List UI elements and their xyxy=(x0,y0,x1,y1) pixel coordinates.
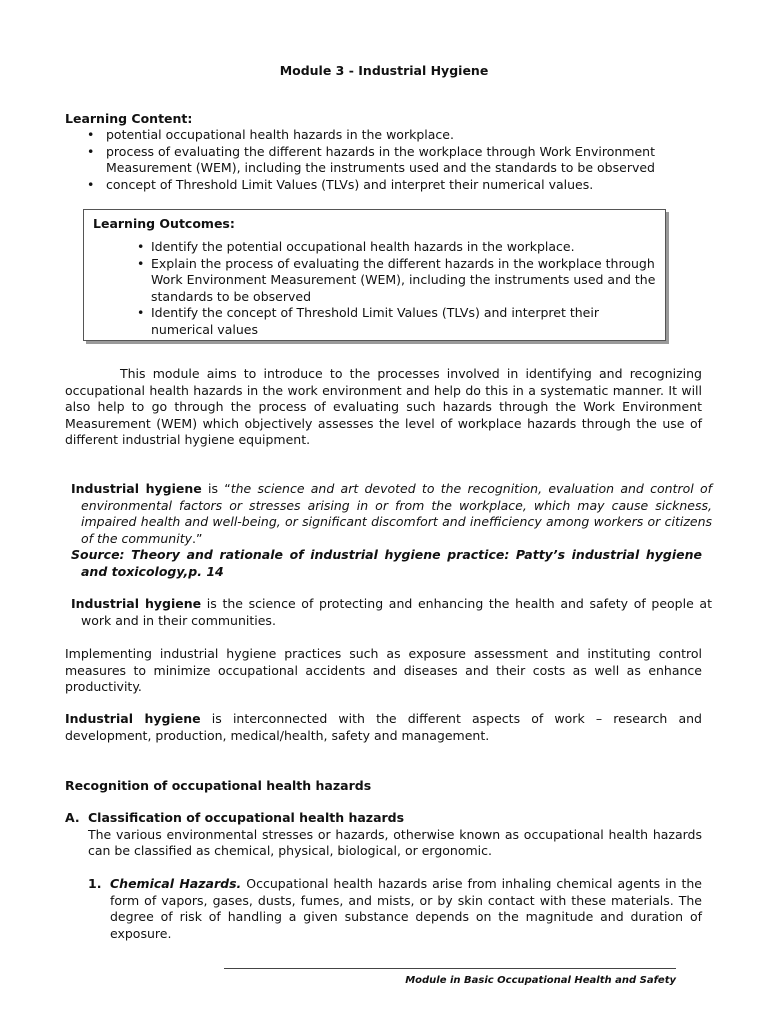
footer-text: Module in Basic Occupational Health and Safety xyxy=(405,975,676,986)
item-number: 1. xyxy=(88,876,102,891)
definition-text: is the science of protecting and enhancing the health and safety of people at work and in their communities. xyxy=(81,596,712,628)
numbered-item-chemical-hazards xyxy=(88,876,702,942)
section-a-marker: A. xyxy=(65,810,80,825)
item-title: Chemical Hazards. xyxy=(110,876,242,891)
learning-outcomes-list xyxy=(134,239,659,338)
list-item: • potential occupational health hazards in the workplace. xyxy=(65,127,705,144)
quote-close: .” xyxy=(192,530,203,546)
quote-text: the science and art devoted to the recognition, evaluation and control of environmental factors or stresses arising in or from the workplace, which may cause sickness, impaired health and well-being, or significant discomfort and inefficiency among workers or citizens of the community xyxy=(81,481,712,546)
term: Industrial hygiene xyxy=(65,711,201,726)
list-item: • concept of Threshold Limit Values (TLVs) and interpret their numerical values. xyxy=(65,177,705,194)
paragraph-text: is interconnected with the different aspects of work – research and development, production, medical/health, safety and management. xyxy=(65,711,702,743)
term: Industrial hygiene xyxy=(71,596,202,611)
learning-content-heading: Learning Content: xyxy=(65,111,193,126)
implementing-paragraph: Implementing industrial hygiene practices such as exposure assessment and instituting control measures to minimize occupational accidents and diseases and their costs as well as enhance productivity. xyxy=(65,646,702,695)
section-a-heading xyxy=(65,810,702,827)
learning-outcomes-heading: Learning Outcomes: xyxy=(93,216,235,231)
connector: is “ xyxy=(201,481,231,496)
definition-quote xyxy=(71,481,712,547)
definition-paragraph xyxy=(71,596,712,629)
footer-divider xyxy=(224,968,676,969)
list-item: • Identify the concept of Threshold Limit Values (TLVs) and interpret their numerical values xyxy=(134,305,659,338)
section-a-body: The various environmental stresses or hazards, otherwise known as occupational health hazards can be classified as chemical, physical, biological, or ergonomic. xyxy=(88,826,702,859)
learning-outcomes-box xyxy=(83,209,666,341)
item-text: Occupational health hazards arise from inhaling chemical agents in the form of vapors, gases, dusts, fumes, and mists, or by skin contact with these materials. The degree of risk of handling a given substance depends on the magnitude and duration of exposure. xyxy=(110,876,703,941)
learning-content-list xyxy=(65,127,705,193)
list-item: • Explain the process of evaluating the different hazards in the workplace through Work Environment Measurement (WEM), including the instruments used and the standards to be observed xyxy=(134,256,659,306)
item-body xyxy=(88,876,702,942)
list-item: • process of evaluating the different hazards in the workplace through Work Environment Measurement (WEM), including the instruments used and the standards to be observed xyxy=(65,144,705,177)
term: Industrial hygiene xyxy=(71,481,202,496)
section-heading: Recognition of occupational health hazards xyxy=(65,778,372,793)
section-a-title: Classification of occupational health hazards xyxy=(88,810,405,825)
module-title: Module 3 - Industrial Hygiene xyxy=(279,63,489,78)
list-item: • Identify the potential occupational health hazards in the workplace. xyxy=(134,239,659,256)
interconnected-paragraph xyxy=(65,711,702,744)
source-citation: Source: Theory and rationale of industrial hygiene practice: Patty’s industrial hygiene and toxicology,p. 14 xyxy=(71,547,702,579)
intro-paragraph: This module aims to introduce to the processes involved in identifying and recognizing occupational health hazards in the work environment and help do this in a systematic manner. It will also help to go through the process of evaluating such hazards through the Work Environment Measurement (WEM) which objectively assesses the level of workplace hazards through the use of different industrial hygiene equipment. xyxy=(65,366,702,448)
section-a xyxy=(65,810,702,860)
